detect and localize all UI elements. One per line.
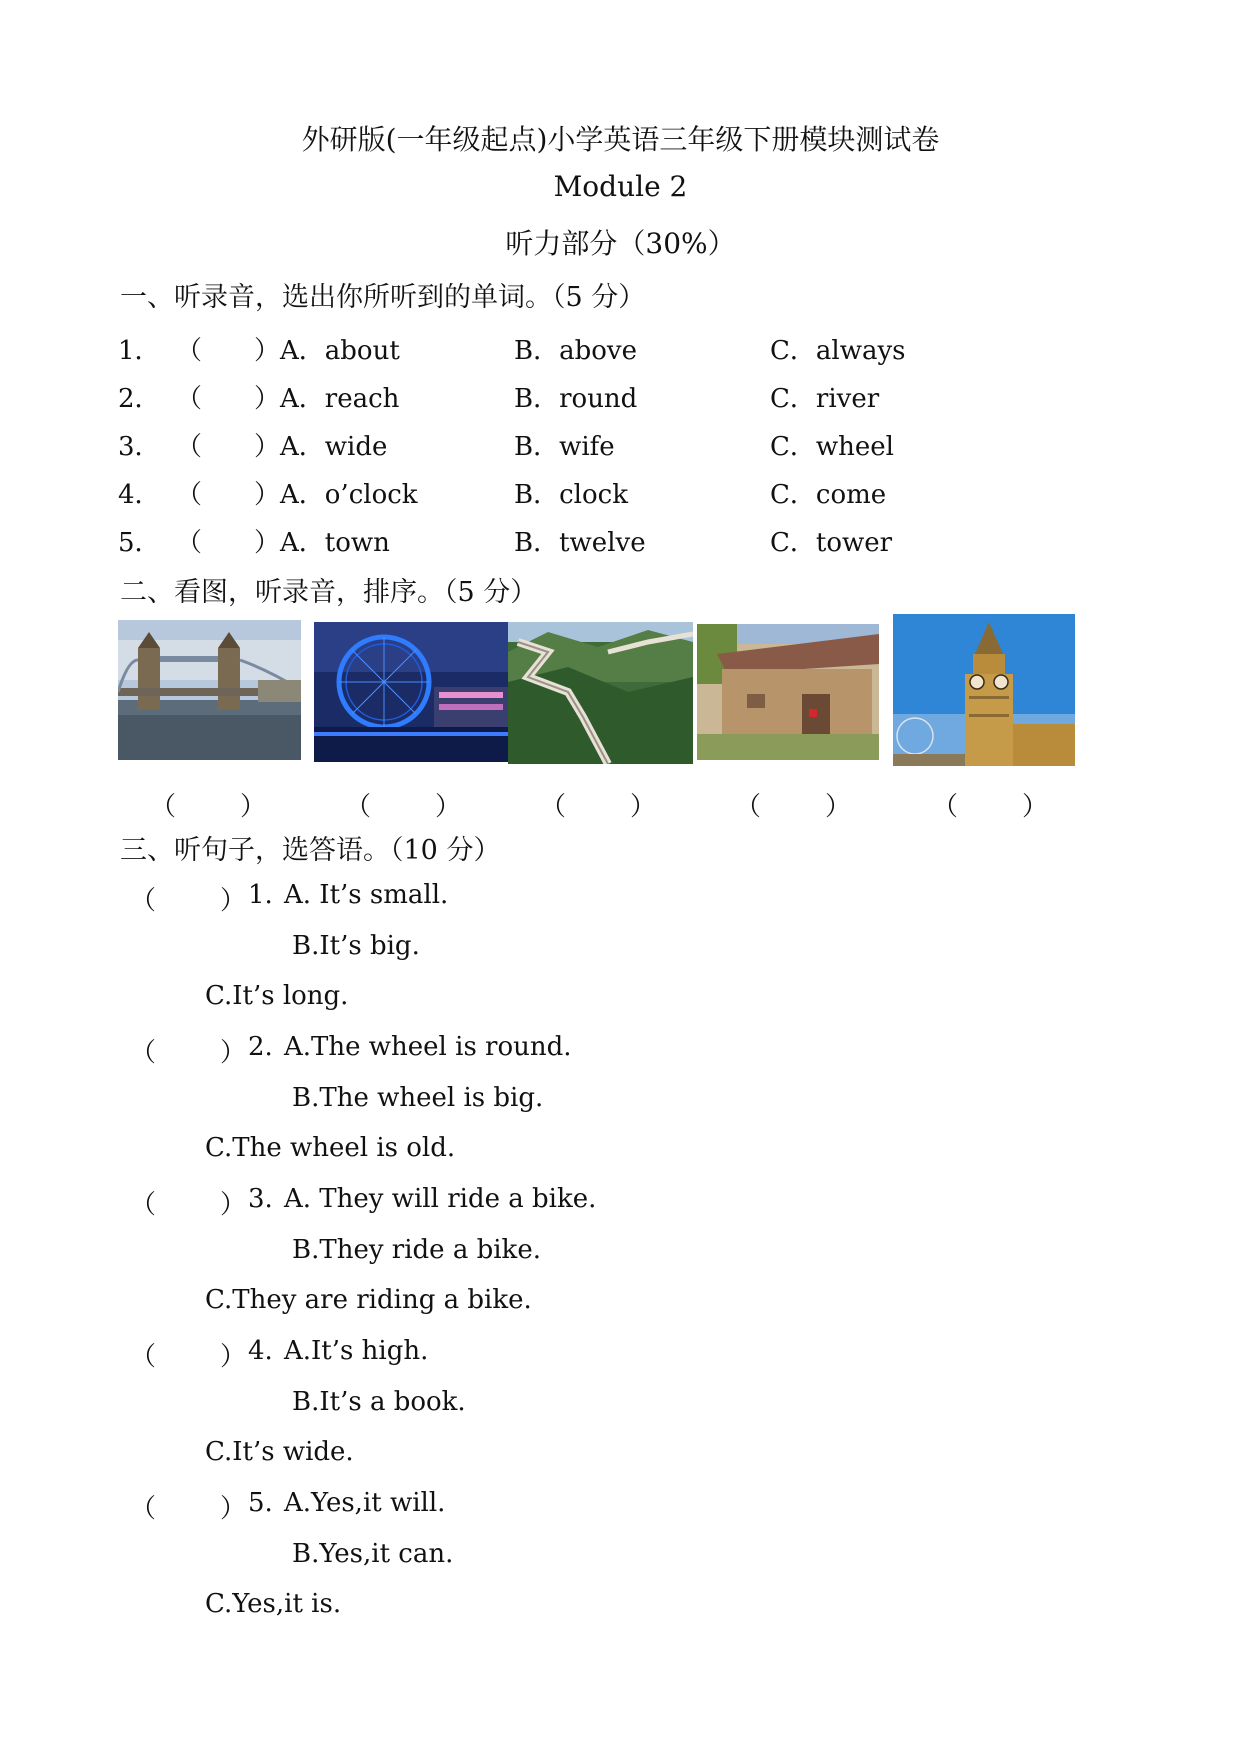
part1-item xyxy=(0,330,1000,370)
option-a: A．town xyxy=(280,528,390,558)
answer-blank-close: ） xyxy=(254,432,281,462)
option-c: C.It’s wide. xyxy=(205,1437,354,1467)
question-number: 2. xyxy=(248,1032,273,1062)
option-c: C．come xyxy=(770,480,887,510)
option-a: A.The wheel is round. xyxy=(284,1032,572,1062)
option-c: C.The wheel is old. xyxy=(205,1133,456,1163)
order-blank-close: ） xyxy=(240,792,267,822)
answer-blank-close: ） xyxy=(254,480,281,510)
part1-item xyxy=(0,474,1000,514)
option-c: C．river xyxy=(770,384,880,414)
option-b: B．twelve xyxy=(514,528,646,558)
part1-item xyxy=(0,522,1000,562)
answer-blank-open: （ xyxy=(130,1342,157,1372)
answer-blank-close: ） xyxy=(220,1038,247,1068)
option-c: C.They are riding a bike. xyxy=(205,1285,532,1315)
option-b: B.It’s a book. xyxy=(292,1387,466,1417)
option-a: A．about xyxy=(280,336,400,366)
answer-blank-open: （ xyxy=(176,528,203,558)
answer-blank-close: ） xyxy=(220,886,247,916)
answer-blank-close: ） xyxy=(254,384,281,414)
london-eye-photo xyxy=(314,622,508,762)
option-b: B．above xyxy=(514,336,637,366)
option-c: C.Yes,it is. xyxy=(205,1589,342,1619)
question-number: 3. xyxy=(248,1184,273,1214)
page-title: 外研版(一年级起点)小学英语三年级下册模块测试卷 xyxy=(301,123,940,156)
option-a: A.Yes,it will. xyxy=(284,1488,446,1518)
item-number: 2． xyxy=(118,384,161,414)
part2-heading: 二、看图，听录音，排序。（5 分） xyxy=(120,577,538,608)
part1-heading: 一、听录音，选出你所听到的单词。（5 分） xyxy=(120,282,646,313)
item-number: 1． xyxy=(118,336,161,366)
option-a: A．reach xyxy=(280,384,400,414)
answer-blank-close: ） xyxy=(254,528,281,558)
module-title: Module 2 xyxy=(553,170,688,203)
option-c: C.It’s long. xyxy=(205,981,349,1011)
item-number: 3． xyxy=(118,432,161,462)
option-a: A.It’s high. xyxy=(284,1336,429,1366)
answer-blank-close: ） xyxy=(220,1494,247,1524)
answer-blank-open: （ xyxy=(176,384,203,414)
option-b: B．wife xyxy=(514,432,615,462)
answer-blank-open: （ xyxy=(176,432,203,462)
part1-item xyxy=(0,378,1000,418)
answer-blank-open: （ xyxy=(130,1038,157,1068)
option-c: C．wheel xyxy=(770,432,894,462)
order-blank-open: （ xyxy=(345,792,372,822)
item-number: 5． xyxy=(118,528,161,558)
answer-blank-open: （ xyxy=(176,336,203,366)
order-blank-close: ） xyxy=(630,792,657,822)
order-blank-close: ） xyxy=(435,792,462,822)
answer-blank-close: ） xyxy=(220,1342,247,1372)
option-b: B．round xyxy=(514,384,638,414)
order-blank-open: （ xyxy=(735,792,762,822)
question-number: 5. xyxy=(248,1488,273,1518)
item-number: 4． xyxy=(118,480,161,510)
option-a: A. It’s small. xyxy=(284,880,449,910)
option-b: B.It’s big. xyxy=(292,931,420,961)
answer-blank-open: （ xyxy=(130,1190,157,1220)
option-c: C．always xyxy=(770,336,906,366)
answer-blank-close: ） xyxy=(220,1190,247,1220)
answer-blank-open: （ xyxy=(176,480,203,510)
order-blank-close: ） xyxy=(825,792,852,822)
option-a: A. They will ride a bike. xyxy=(284,1184,597,1214)
question-number: 1. xyxy=(248,880,273,910)
old-house-photo xyxy=(697,624,879,760)
big-ben-photo xyxy=(893,614,1075,766)
option-a: A．wide xyxy=(280,432,388,462)
order-blank-open: （ xyxy=(932,792,959,822)
order-blank-close: ） xyxy=(1022,792,1049,822)
great-wall-photo xyxy=(508,622,693,764)
tower-bridge-photo xyxy=(118,620,301,760)
option-b: B.They ride a bike. xyxy=(292,1235,541,1265)
option-b: B.Yes,it can. xyxy=(292,1539,454,1569)
question-number: 4. xyxy=(248,1336,273,1366)
part1-item xyxy=(0,426,1000,466)
order-blank-open: （ xyxy=(150,792,177,822)
part3-heading: 三、听句子，选答语。（10 分） xyxy=(120,835,501,866)
answer-blank-open: （ xyxy=(130,1494,157,1524)
answer-blank-open: （ xyxy=(130,886,157,916)
order-blank-open: （ xyxy=(540,792,567,822)
answer-blank-close: ） xyxy=(254,336,281,366)
option-b: B.The wheel is big. xyxy=(292,1083,544,1113)
option-c: C．tower xyxy=(770,528,893,558)
option-a: A．o’clock xyxy=(280,480,418,510)
section-title: 听力部分（30%） xyxy=(505,227,736,260)
option-b: B．clock xyxy=(514,480,628,510)
